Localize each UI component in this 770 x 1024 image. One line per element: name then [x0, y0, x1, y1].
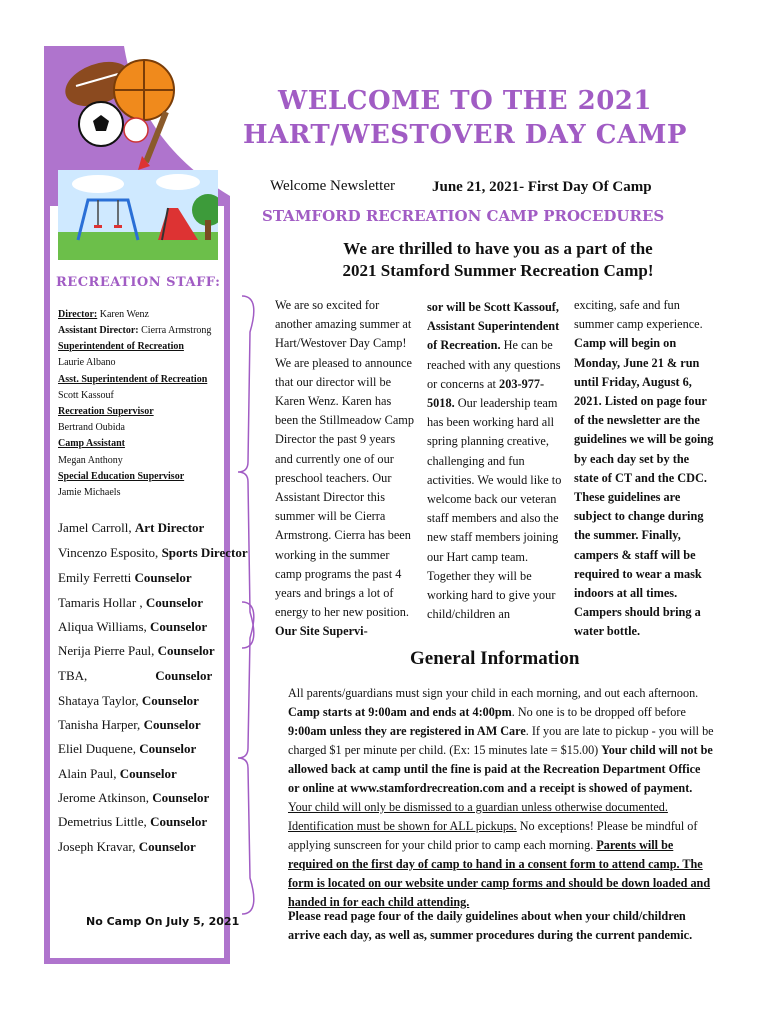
asst-director-role: Assistant Director: [58, 325, 139, 336]
staff-assistant-director [58, 325, 211, 336]
column-3-text: exciting, safe and fun summer camp experience. [574, 298, 703, 332]
procedures-heading: STAMFORD RECREATION CAMP PROCEDURES [262, 207, 665, 225]
staff-member: Emily Ferretti Counselor [58, 570, 192, 585]
title-line-1: WELCOME TO THE 2021 [278, 86, 652, 116]
playground-clipart [58, 170, 218, 260]
staff-member: Alain Paul, Counselor [58, 766, 177, 781]
staff-member: Vincenzo Esposito, Sports Director [58, 545, 248, 560]
intro-heading [318, 238, 678, 282]
date-label: June 21, 2021- First Day Of Camp [432, 179, 652, 195]
general-info-heading: General Information [410, 648, 580, 669]
staff-member: Demetrius Little, Counselor [58, 814, 208, 829]
title-line-2: HART/WESTOVER DAY CAMP [243, 120, 687, 150]
sports-balls-clipart [56, 52, 196, 172]
staff-member: Tamaris Hollar , Counselor [58, 595, 203, 610]
contact-phone: 203-977-5018. [427, 376, 545, 411]
column-2-text-2: Our leadership team has been working hard all spring planning creative, challenging and fun activities. We would like to welcome back our veteran staff members and also the new staff members joining our Hart camp team. Together they will be working hard to give your child/children an [427, 396, 562, 622]
decorative-bracket-lower [238, 598, 262, 918]
staff-member: Aliqua Williams, Counselor [58, 619, 208, 634]
rec-sup-name: Bertrand Oubida [58, 422, 125, 433]
closing-note: Please read page four of the daily guidelines about when your child/children arrive each day, as well as, summer procedures during the current pandemic. [288, 909, 693, 942]
newsletter-label: Welcome Newsletter [270, 178, 395, 194]
general-info-text: All parents/guardians must sign your child in each morning, and out each afternoon. Camp starts at 9:00am and ends at 4:00pm. No one is to be dropped off before 9:00am unless they are registered in AM Care. If you are late to pickup - you will be charged $1 per minute per child. (Ex: 15 minutes late = $15.00) Your child will not be allowed back at camp until the fine is paid at the Recreation Department Office or online at www.stamfordrecreation.com and a receipt is showed of payment. Your child will only be dismissed to a guardian unless otherwise documented. Identification must be shown for ALL pickups. No exceptions! Please be mindful of applying sunscreen for your child prior to camp each morning. Parents will be required on the first day of camp to hand in a consent form to attend camp. The form is located on our website under camp forms and should be down loaded and handed in for each child attending. [288, 686, 714, 909]
supt-name: Laurie Albano [58, 357, 116, 368]
column-1-text: We are so excited for another amazing summer at Hart/Westover Day Camp! We are pleased to announce that our director will be Karen Wenz. Karen has been the Stillmeadow Camp Director the past 9 years and currently one of our preschool teachers. Our Assistant Director this summer will be Cierra Armstrong. Cierra has been working in the summer camp programs the past 4 years and brings a lot of energy to her new position. [275, 298, 414, 620]
column-1 [275, 296, 415, 642]
column-1-bold: Our Site Supervi- [275, 624, 368, 639]
column-3 [574, 296, 714, 642]
director-role: Director: [58, 309, 98, 320]
asst-supt-role: Asst. Superintendent of Recreation [58, 374, 208, 385]
director-name: Karen Wenz [97, 309, 149, 320]
staff-member: Jamel Carroll, Art Director [58, 520, 205, 535]
sped-name: Jamie Michaels [58, 487, 121, 498]
rec-sup-role: Recreation Supervisor [58, 406, 154, 417]
staff-director [58, 309, 149, 320]
intro-heading-line-1: We are thrilled to have you as a part of the [343, 239, 653, 258]
staff-member: Jerome Atkinson, Counselor [58, 790, 210, 805]
staff-heading: RECREATION STAFF: [56, 275, 221, 290]
column-3-bold: Camp will begin on Monday, June 21 & run until Friday, August 6, 2021. Listed on page four of the newsletter are the guidelines we will be going by each day set by the state of CT and the CDC. These guidelines are subject to change during the summer. Finally, campers & staff will be required to wear a mask indoors at all times. Campers should bring a water bottle. [574, 336, 714, 639]
column-2 [427, 298, 565, 624]
staff-member: Shataya Taylor, Counselor [58, 693, 199, 708]
asst-supt-name: Scott Kassouf [58, 390, 114, 401]
staff-member: Nerija Pierre Paul, Counselor [58, 643, 215, 658]
column-2-text-1: He can be reached with any questions or concerns at [427, 338, 561, 391]
supt-role: Superintendent of Recreation [58, 341, 184, 352]
camp-asst-role: Camp Assistant [58, 438, 125, 449]
no-camp-notice: No Camp On July 5, 2021 [86, 915, 240, 928]
staff-member: Joseph Kravar, Counselor [58, 839, 196, 854]
sped-role: Special Education Supervisor [58, 471, 185, 482]
staff-member: TBA, Counselor [58, 668, 213, 683]
camp-asst-name: Megan Anthony [58, 455, 123, 466]
intro-heading-line-2: 2021 Stamford Summer Recreation Camp! [342, 261, 654, 280]
asst-director-name: Cierra Armstrong [138, 325, 212, 336]
staff-member: Eliel Duquene, Counselor [58, 741, 197, 756]
column-2-bold: sor will be Scott Kassouf, Assistant Superintendent of Recreation. [427, 300, 560, 353]
staff-member: Tanisha Harper, Counselor [58, 717, 201, 732]
